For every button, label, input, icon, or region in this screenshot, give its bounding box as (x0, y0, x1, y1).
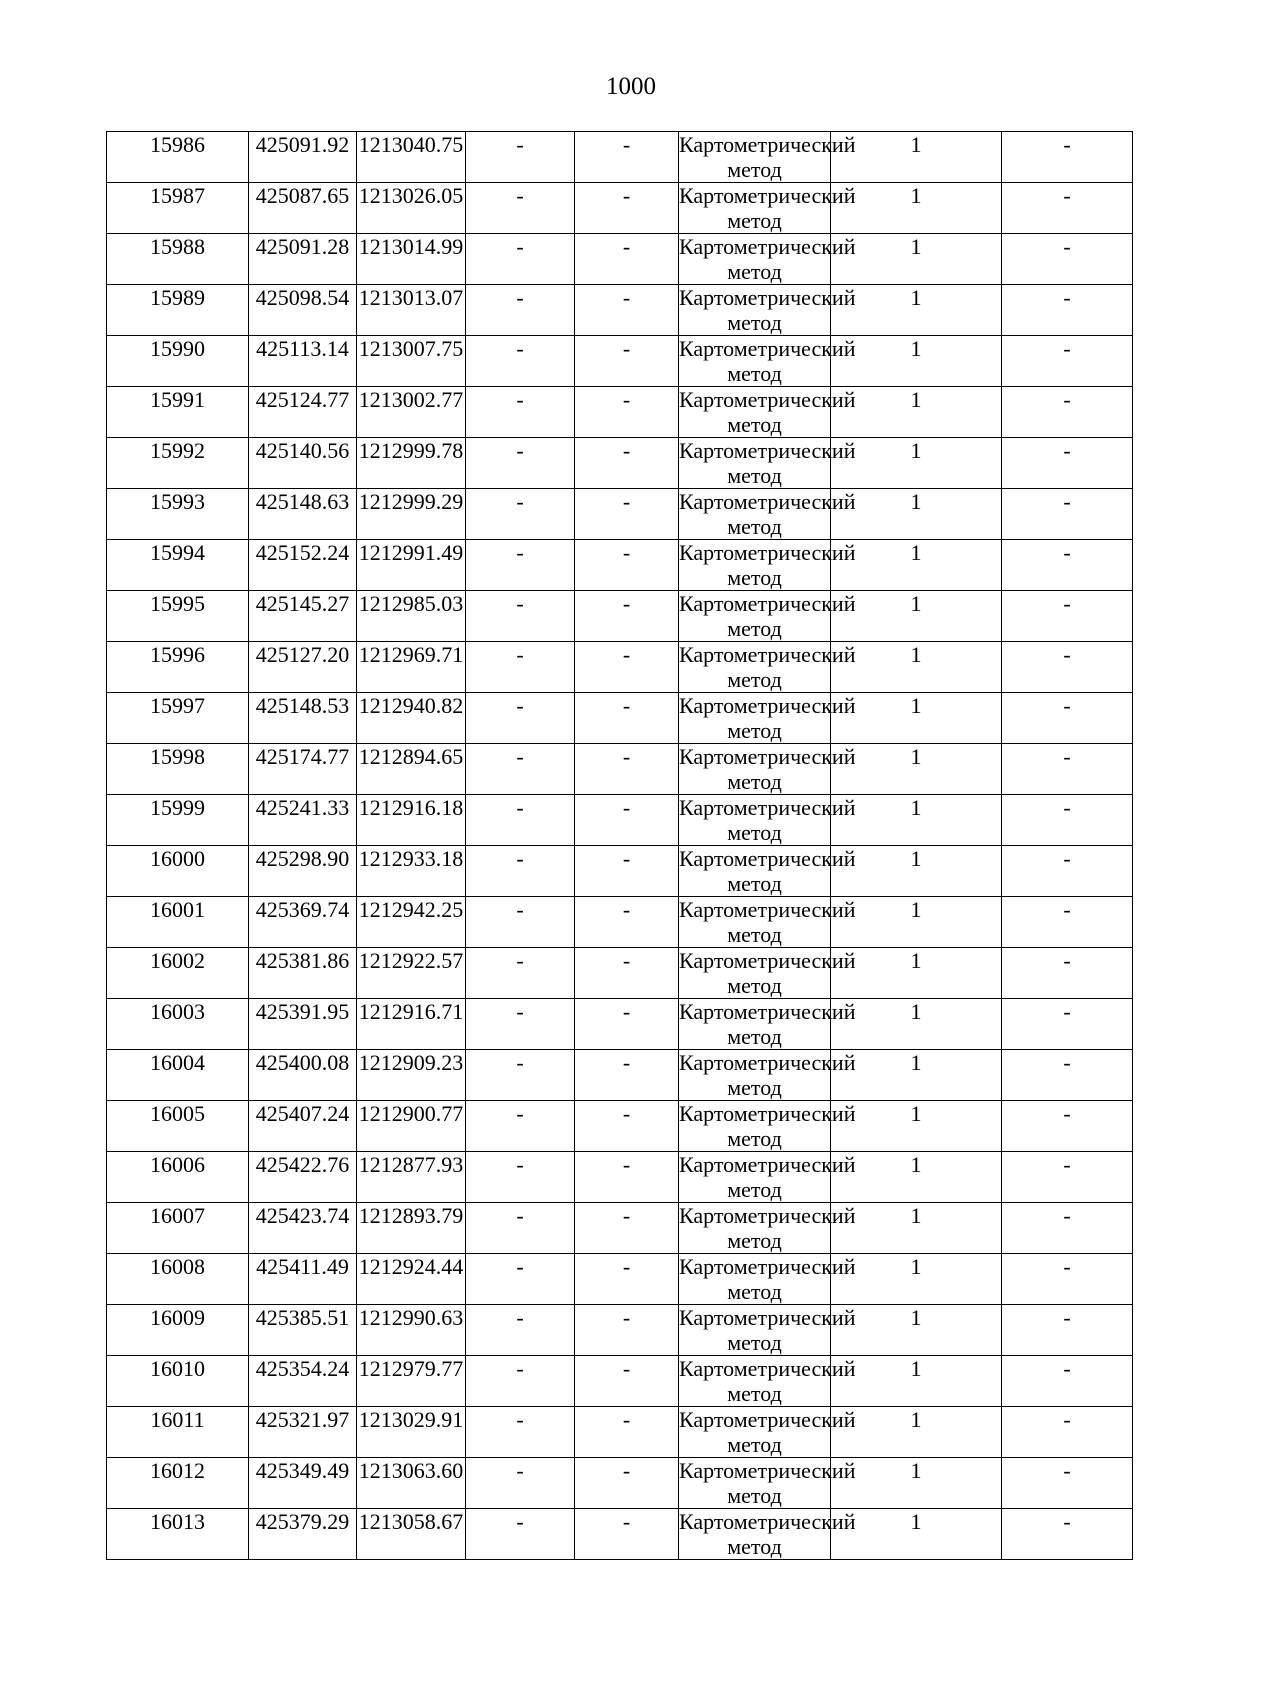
x-coordinate-cell: 425354.24 (249, 1356, 357, 1407)
y-coordinate-cell: 1212922.57 (357, 948, 466, 999)
table-row (107, 132, 1133, 183)
empty-value-cell: - (575, 948, 679, 999)
empty-value-cell: - (466, 540, 575, 591)
method-cell: Картометрический метод (679, 591, 856, 641)
method-cell: Картометрический метод (679, 285, 856, 335)
accuracy-cell: 1 (831, 642, 1002, 693)
table-row (107, 846, 1133, 897)
accuracy-cell: 1 (831, 132, 1002, 183)
empty-value-cell: - (466, 1458, 575, 1509)
empty-value-cell: - (1002, 1101, 1133, 1152)
x-coordinate-cell: 425411.49 (249, 1254, 357, 1305)
y-coordinate-cell: 1213029.91 (357, 1407, 466, 1458)
accuracy-cell: 1 (831, 1152, 1002, 1203)
y-coordinate-cell: 1212893.79 (357, 1203, 466, 1254)
x-coordinate-cell: 425152.24 (249, 540, 357, 591)
accuracy-cell: 1 (831, 234, 1002, 285)
table-row (107, 285, 1133, 336)
table-row (107, 1509, 1133, 1560)
empty-value-cell: - (575, 1254, 679, 1305)
point-number-cell: 15997 (107, 693, 249, 744)
empty-value-cell: - (1002, 642, 1133, 693)
y-coordinate-cell: 1212990.63 (357, 1305, 466, 1356)
method-cell: Картометрический метод (679, 846, 856, 896)
empty-value-cell: - (466, 999, 575, 1050)
empty-value-cell: - (466, 744, 575, 795)
table-row (107, 1050, 1133, 1101)
empty-value-cell: - (466, 1203, 575, 1254)
empty-value-cell: - (575, 540, 679, 591)
point-number-cell: 16009 (107, 1305, 249, 1356)
empty-value-cell: - (575, 897, 679, 948)
table-row (107, 1305, 1133, 1356)
empty-value-cell: - (466, 489, 575, 540)
empty-value-cell: - (575, 336, 679, 387)
x-coordinate-cell: 425140.56 (249, 438, 357, 489)
method-cell: Картометрический метод (679, 999, 856, 1049)
empty-value-cell: - (1002, 540, 1133, 591)
y-coordinate-cell: 1212909.23 (357, 1050, 466, 1101)
empty-value-cell: - (466, 795, 575, 846)
x-coordinate-cell: 425321.97 (249, 1407, 357, 1458)
empty-value-cell: - (466, 642, 575, 693)
method-cell: Картометрический метод (679, 183, 856, 233)
point-number-cell: 16010 (107, 1356, 249, 1407)
y-coordinate-cell: 1212900.77 (357, 1101, 466, 1152)
table-row (107, 1101, 1133, 1152)
accuracy-cell: 1 (831, 1356, 1002, 1407)
accuracy-cell: 1 (831, 285, 1002, 336)
empty-value-cell: - (575, 1203, 679, 1254)
empty-value-cell: - (1002, 1407, 1133, 1458)
y-coordinate-cell: 1213002.77 (357, 387, 466, 438)
empty-value-cell: - (575, 1356, 679, 1407)
point-number-cell: 16004 (107, 1050, 249, 1101)
table-row (107, 540, 1133, 591)
point-number-cell: 16012 (107, 1458, 249, 1509)
table-row (107, 438, 1133, 489)
empty-value-cell: - (1002, 336, 1133, 387)
x-coordinate-cell: 425127.20 (249, 642, 357, 693)
accuracy-cell: 1 (831, 387, 1002, 438)
point-number-cell: 15986 (107, 132, 249, 183)
table-row (107, 234, 1133, 285)
empty-value-cell: - (1002, 1254, 1133, 1305)
y-coordinate-cell: 1213063.60 (357, 1458, 466, 1509)
table-row (107, 693, 1133, 744)
accuracy-cell: 1 (831, 336, 1002, 387)
x-coordinate-cell: 425391.95 (249, 999, 357, 1050)
accuracy-cell: 1 (831, 438, 1002, 489)
y-coordinate-cell: 1213026.05 (357, 183, 466, 234)
empty-value-cell: - (466, 948, 575, 999)
point-number-cell: 15991 (107, 387, 249, 438)
method-cell: Картометрический метод (679, 387, 856, 437)
empty-value-cell: - (466, 1050, 575, 1101)
empty-value-cell: - (1002, 1050, 1133, 1101)
method-cell: Картометрический метод (679, 540, 856, 590)
x-coordinate-cell: 425422.76 (249, 1152, 357, 1203)
x-coordinate-cell: 425379.29 (249, 1509, 357, 1560)
point-number-cell: 16008 (107, 1254, 249, 1305)
x-coordinate-cell: 425087.65 (249, 183, 357, 234)
y-coordinate-cell: 1212894.65 (357, 744, 466, 795)
y-coordinate-cell: 1212979.77 (357, 1356, 466, 1407)
empty-value-cell: - (466, 285, 575, 336)
empty-value-cell: - (575, 1509, 679, 1560)
method-cell: Картометрический метод (679, 795, 856, 845)
empty-value-cell: - (575, 234, 679, 285)
empty-value-cell: - (466, 132, 575, 183)
empty-value-cell: - (575, 438, 679, 489)
method-cell: Картометрический метод (679, 1101, 856, 1151)
method-cell: Картометрический метод (679, 489, 856, 539)
x-coordinate-cell: 425400.08 (249, 1050, 357, 1101)
y-coordinate-cell: 1212985.03 (357, 591, 466, 642)
method-cell: Картометрический метод (679, 897, 856, 947)
x-coordinate-cell: 425369.74 (249, 897, 357, 948)
empty-value-cell: - (466, 336, 575, 387)
method-cell: Картометрический метод (679, 234, 856, 284)
point-number-cell: 15989 (107, 285, 249, 336)
table-row (107, 1254, 1133, 1305)
empty-value-cell: - (575, 744, 679, 795)
table-row (107, 591, 1133, 642)
empty-value-cell: - (466, 1407, 575, 1458)
empty-value-cell: - (575, 1458, 679, 1509)
page-number: 1000 (606, 73, 656, 100)
x-coordinate-cell: 425148.63 (249, 489, 357, 540)
empty-value-cell: - (575, 387, 679, 438)
point-number-cell: 16002 (107, 948, 249, 999)
empty-value-cell: - (1002, 1509, 1133, 1560)
point-number-cell: 15998 (107, 744, 249, 795)
empty-value-cell: - (575, 1305, 679, 1356)
y-coordinate-cell: 1212991.49 (357, 540, 466, 591)
point-number-cell: 15999 (107, 795, 249, 846)
empty-value-cell: - (1002, 1305, 1133, 1356)
accuracy-cell: 1 (831, 489, 1002, 540)
empty-value-cell: - (1002, 387, 1133, 438)
accuracy-cell: 1 (831, 795, 1002, 846)
point-number-cell: 15996 (107, 642, 249, 693)
empty-value-cell: - (1002, 1356, 1133, 1407)
empty-value-cell: - (575, 1050, 679, 1101)
x-coordinate-cell: 425423.74 (249, 1203, 357, 1254)
point-number-cell: 15993 (107, 489, 249, 540)
x-coordinate-cell: 425407.24 (249, 1101, 357, 1152)
method-cell: Картометрический метод (679, 693, 856, 743)
empty-value-cell: - (575, 1101, 679, 1152)
empty-value-cell: - (575, 795, 679, 846)
method-cell: Картометрический метод (679, 1050, 856, 1100)
x-coordinate-cell: 425124.77 (249, 387, 357, 438)
empty-value-cell: - (1002, 1203, 1133, 1254)
empty-value-cell: - (1002, 744, 1133, 795)
table-row (107, 387, 1133, 438)
y-coordinate-cell: 1212924.44 (357, 1254, 466, 1305)
empty-value-cell: - (466, 1101, 575, 1152)
empty-value-cell: - (1002, 999, 1133, 1050)
y-coordinate-cell: 1213040.75 (357, 132, 466, 183)
method-cell: Картометрический метод (679, 1305, 856, 1355)
y-coordinate-cell: 1212999.78 (357, 438, 466, 489)
method-cell: Картометрический метод (679, 336, 856, 386)
accuracy-cell: 1 (831, 1101, 1002, 1152)
method-cell: Картометрический метод (679, 642, 856, 692)
point-number-cell: 16005 (107, 1101, 249, 1152)
empty-value-cell: - (466, 387, 575, 438)
x-coordinate-cell: 425174.77 (249, 744, 357, 795)
x-coordinate-cell: 425241.33 (249, 795, 357, 846)
table-row (107, 1203, 1133, 1254)
empty-value-cell: - (1002, 1458, 1133, 1509)
empty-value-cell: - (466, 591, 575, 642)
method-cell: Картометрический метод (679, 1407, 856, 1457)
table-row (107, 795, 1133, 846)
method-cell: Картометрический метод (679, 1509, 856, 1559)
point-number-cell: 15990 (107, 336, 249, 387)
method-cell: Картометрический метод (679, 1356, 856, 1406)
empty-value-cell: - (1002, 897, 1133, 948)
empty-value-cell: - (575, 183, 679, 234)
x-coordinate-cell: 425298.90 (249, 846, 357, 897)
table-row (107, 744, 1133, 795)
table-row (107, 183, 1133, 234)
point-number-cell: 16006 (107, 1152, 249, 1203)
empty-value-cell: - (575, 1152, 679, 1203)
point-number-cell: 16003 (107, 999, 249, 1050)
empty-value-cell: - (466, 234, 575, 285)
empty-value-cell: - (575, 132, 679, 183)
x-coordinate-cell: 425148.53 (249, 693, 357, 744)
method-cell: Картометрический метод (679, 1203, 856, 1253)
accuracy-cell: 1 (831, 693, 1002, 744)
point-number-cell: 16011 (107, 1407, 249, 1458)
y-coordinate-cell: 1212940.82 (357, 693, 466, 744)
empty-value-cell: - (1002, 132, 1133, 183)
method-cell: Картометрический метод (679, 132, 856, 182)
point-number-cell: 16001 (107, 897, 249, 948)
method-cell: Картометрический метод (679, 1458, 856, 1508)
point-number-cell: 16007 (107, 1203, 249, 1254)
point-number-cell: 15995 (107, 591, 249, 642)
y-coordinate-cell: 1213058.67 (357, 1509, 466, 1560)
y-coordinate-cell: 1213007.75 (357, 336, 466, 387)
empty-value-cell: - (1002, 846, 1133, 897)
empty-value-cell: - (1002, 693, 1133, 744)
empty-value-cell: - (466, 1305, 575, 1356)
y-coordinate-cell: 1213014.99 (357, 234, 466, 285)
empty-value-cell: - (466, 1356, 575, 1407)
empty-value-cell: - (1002, 1152, 1133, 1203)
accuracy-cell: 1 (831, 591, 1002, 642)
table-body (107, 132, 1133, 1560)
method-cell: Картометрический метод (679, 948, 856, 998)
accuracy-cell: 1 (831, 1254, 1002, 1305)
empty-value-cell: - (1002, 285, 1133, 336)
table-row (107, 1356, 1133, 1407)
y-coordinate-cell: 1213013.07 (357, 285, 466, 336)
empty-value-cell: - (466, 1254, 575, 1305)
empty-value-cell: - (1002, 795, 1133, 846)
accuracy-cell: 1 (831, 846, 1002, 897)
table-row (107, 642, 1133, 693)
empty-value-cell: - (575, 846, 679, 897)
table-row (107, 897, 1133, 948)
y-coordinate-cell: 1212942.25 (357, 897, 466, 948)
empty-value-cell: - (466, 693, 575, 744)
empty-value-cell: - (466, 1509, 575, 1560)
empty-value-cell: - (466, 438, 575, 489)
accuracy-cell: 1 (831, 744, 1002, 795)
accuracy-cell: 1 (831, 1458, 1002, 1509)
empty-value-cell: - (575, 642, 679, 693)
table-row (107, 999, 1133, 1050)
point-number-cell: 15992 (107, 438, 249, 489)
empty-value-cell: - (1002, 948, 1133, 999)
method-cell: Картометрический метод (679, 438, 856, 488)
coordinates-table (106, 131, 1133, 1560)
table-row (107, 489, 1133, 540)
empty-value-cell: - (575, 591, 679, 642)
empty-value-cell: - (466, 183, 575, 234)
empty-value-cell: - (466, 1152, 575, 1203)
accuracy-cell: 1 (831, 1305, 1002, 1356)
empty-value-cell: - (466, 897, 575, 948)
y-coordinate-cell: 1212916.18 (357, 795, 466, 846)
point-number-cell: 15987 (107, 183, 249, 234)
y-coordinate-cell: 1212969.71 (357, 642, 466, 693)
method-cell: Картометрический метод (679, 1254, 856, 1304)
empty-value-cell: - (1002, 234, 1133, 285)
y-coordinate-cell: 1212877.93 (357, 1152, 466, 1203)
table-row (107, 1152, 1133, 1203)
empty-value-cell: - (575, 285, 679, 336)
accuracy-cell: 1 (831, 1509, 1002, 1560)
accuracy-cell: 1 (831, 1407, 1002, 1458)
empty-value-cell: - (575, 1407, 679, 1458)
y-coordinate-cell: 1212933.18 (357, 846, 466, 897)
table-row (107, 336, 1133, 387)
accuracy-cell: 1 (831, 897, 1002, 948)
empty-value-cell: - (466, 846, 575, 897)
x-coordinate-cell: 425349.49 (249, 1458, 357, 1509)
empty-value-cell: - (575, 693, 679, 744)
x-coordinate-cell: 425098.54 (249, 285, 357, 336)
accuracy-cell: 1 (831, 183, 1002, 234)
accuracy-cell: 1 (831, 948, 1002, 999)
accuracy-cell: 1 (831, 1050, 1002, 1101)
empty-value-cell: - (1002, 438, 1133, 489)
point-number-cell: 16013 (107, 1509, 249, 1560)
table-row (107, 948, 1133, 999)
empty-value-cell: - (1002, 489, 1133, 540)
x-coordinate-cell: 425145.27 (249, 591, 357, 642)
point-number-cell: 16000 (107, 846, 249, 897)
table-row (107, 1458, 1133, 1509)
empty-value-cell: - (575, 489, 679, 540)
x-coordinate-cell: 425381.86 (249, 948, 357, 999)
x-coordinate-cell: 425091.92 (249, 132, 357, 183)
x-coordinate-cell: 425113.14 (249, 336, 357, 387)
x-coordinate-cell: 425385.51 (249, 1305, 357, 1356)
method-cell: Картометрический метод (679, 744, 856, 794)
accuracy-cell: 1 (831, 540, 1002, 591)
x-coordinate-cell: 425091.28 (249, 234, 357, 285)
y-coordinate-cell: 1212916.71 (357, 999, 466, 1050)
table-row (107, 1407, 1133, 1458)
method-cell: Картометрический метод (679, 1152, 856, 1202)
y-coordinate-cell: 1212999.29 (357, 489, 466, 540)
empty-value-cell: - (1002, 183, 1133, 234)
empty-value-cell: - (575, 999, 679, 1050)
point-number-cell: 15988 (107, 234, 249, 285)
point-number-cell: 15994 (107, 540, 249, 591)
accuracy-cell: 1 (831, 1203, 1002, 1254)
accuracy-cell: 1 (831, 999, 1002, 1050)
empty-value-cell: - (1002, 591, 1133, 642)
